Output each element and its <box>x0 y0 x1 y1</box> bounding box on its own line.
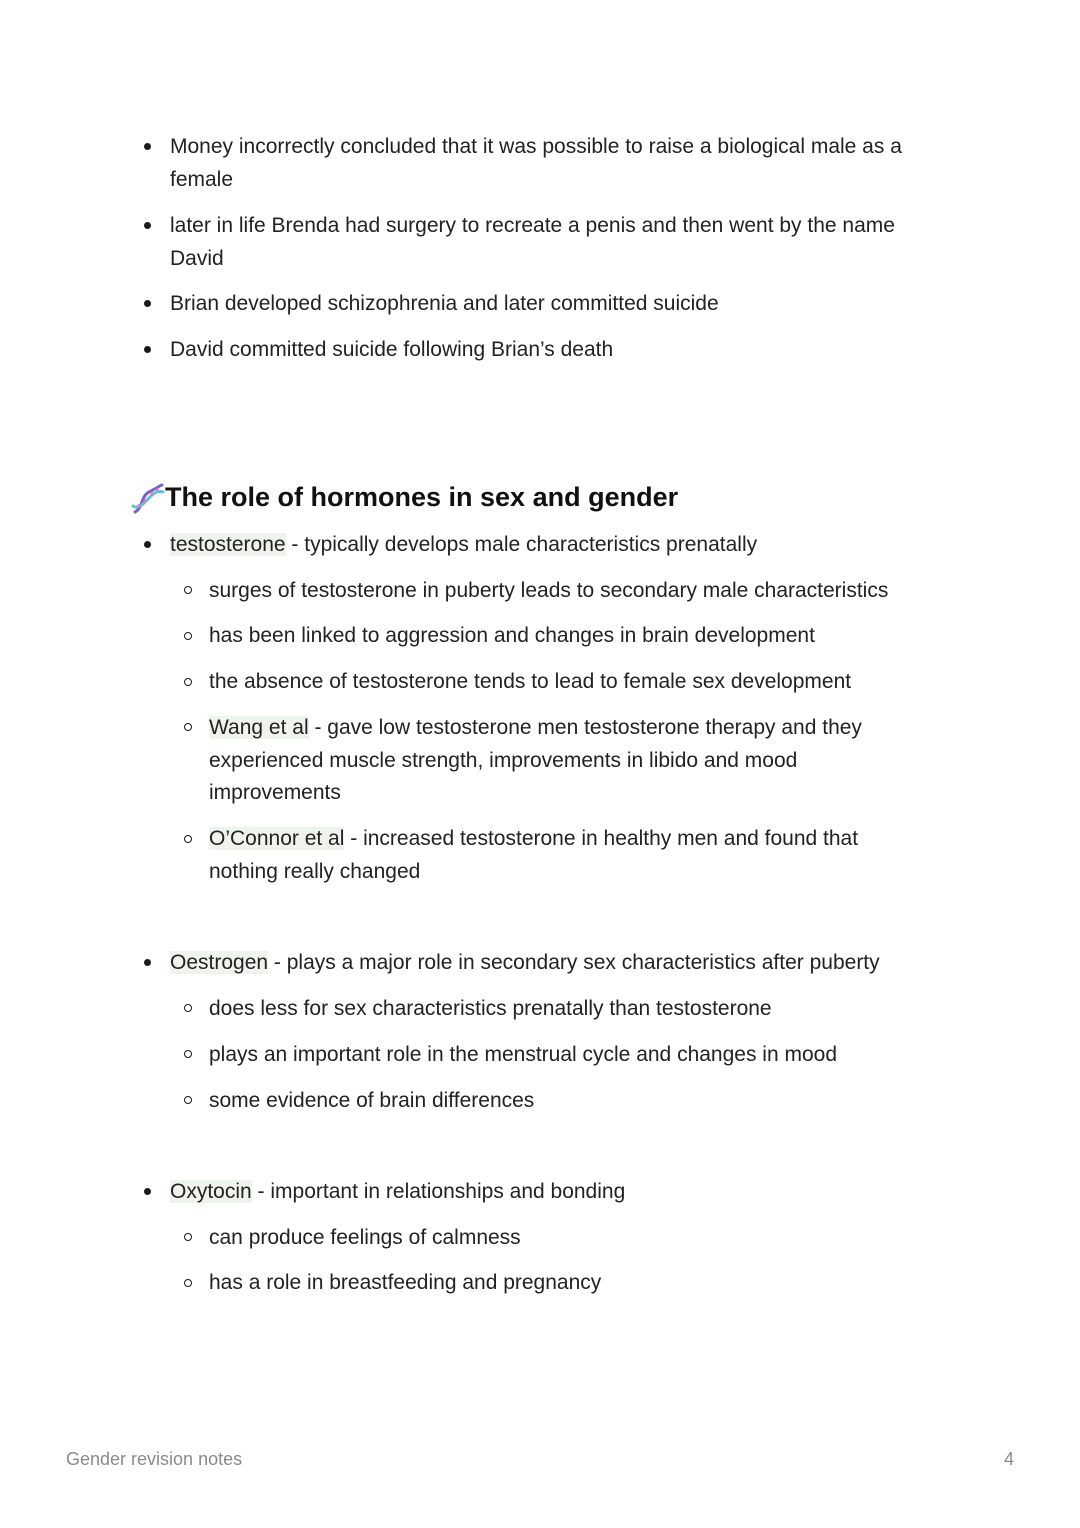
list-item <box>170 528 757 561</box>
bullet <box>144 346 151 353</box>
sub-list-item-continuation: experienced muscle strength, improvements in libido and mood <box>209 749 798 772</box>
bullet <box>144 959 151 966</box>
sub-list-item: has been linked to aggression and changes in brain development <box>209 624 815 647</box>
hormone-term: Oestrogen <box>170 951 269 974</box>
sub-list-item: plays an important role in the menstrual cycle and changes in mood <box>209 1043 838 1066</box>
study-description: - gave low testosterone men testosterone therapy and they <box>308 716 862 739</box>
sub-bullet <box>184 1279 192 1287</box>
hormone-description: - important in relationships and bonding <box>251 1180 626 1203</box>
sub-list-item: does less for sex characteristics prenatally than testosterone <box>209 997 772 1020</box>
dna-icon <box>131 482 165 516</box>
study-term: O’Connor et al <box>209 827 345 850</box>
sub-list-item-continuation: improvements <box>209 781 341 804</box>
sub-bullet <box>184 586 192 594</box>
study-description: - increased testosterone in healthy men and found that <box>344 827 859 850</box>
section-heading: The role of hormones in sex and gender <box>165 482 679 512</box>
hormone-term: Oxytocin <box>170 1180 252 1203</box>
list-item <box>170 946 880 979</box>
sub-list-item-continuation: nothing really changed <box>209 860 421 883</box>
sub-bullet <box>184 1050 192 1058</box>
page-number: 4 <box>1004 1449 1015 1469</box>
sub-list-item: has a role in breastfeeding and pregnancy <box>209 1271 602 1294</box>
bullet <box>144 143 151 150</box>
list-item <box>170 1175 625 1208</box>
bullet <box>144 541 151 548</box>
sub-list-item <box>209 822 858 855</box>
bullet <box>144 222 151 229</box>
list-item-continuation: David <box>170 247 224 270</box>
list-item-continuation: female <box>170 168 234 191</box>
sub-bullet <box>184 678 192 686</box>
list-item: later in life Brenda had surgery to recreate a penis and then went by the name <box>170 214 895 237</box>
sub-list-item: can produce feelings of calmness <box>209 1226 521 1249</box>
footer-title: Gender revision notes <box>66 1449 243 1469</box>
sub-bullet <box>184 835 192 843</box>
hormone-description: - typically develops male characteristics prenatally <box>285 533 758 556</box>
list-item: David committed suicide following Brian’s death <box>170 338 614 361</box>
list-item: Money incorrectly concluded that it was possible to raise a biological male as a <box>170 135 902 158</box>
sub-list-item: some evidence of brain differences <box>209 1089 535 1112</box>
bullet <box>144 1188 151 1195</box>
sub-bullet <box>184 723 192 731</box>
sub-bullet <box>184 632 192 640</box>
sub-list-item: surges of testosterone in puberty leads to secondary male characteristics <box>209 579 889 602</box>
sub-list-item: the absence of testosterone tends to lead to female sex development <box>209 670 852 693</box>
study-term: Wang et al <box>209 716 309 739</box>
sub-bullet <box>184 1004 192 1012</box>
bullet <box>144 300 151 307</box>
sub-list-item <box>209 711 862 744</box>
list-item: Brian developed schizophrenia and later committed suicide <box>170 292 719 315</box>
sub-bullet <box>184 1233 192 1241</box>
hormone-term: testosterone <box>170 533 286 556</box>
hormone-description: - plays a major role in secondary sex characteristics after puberty <box>268 951 880 974</box>
sub-bullet <box>184 1096 192 1104</box>
